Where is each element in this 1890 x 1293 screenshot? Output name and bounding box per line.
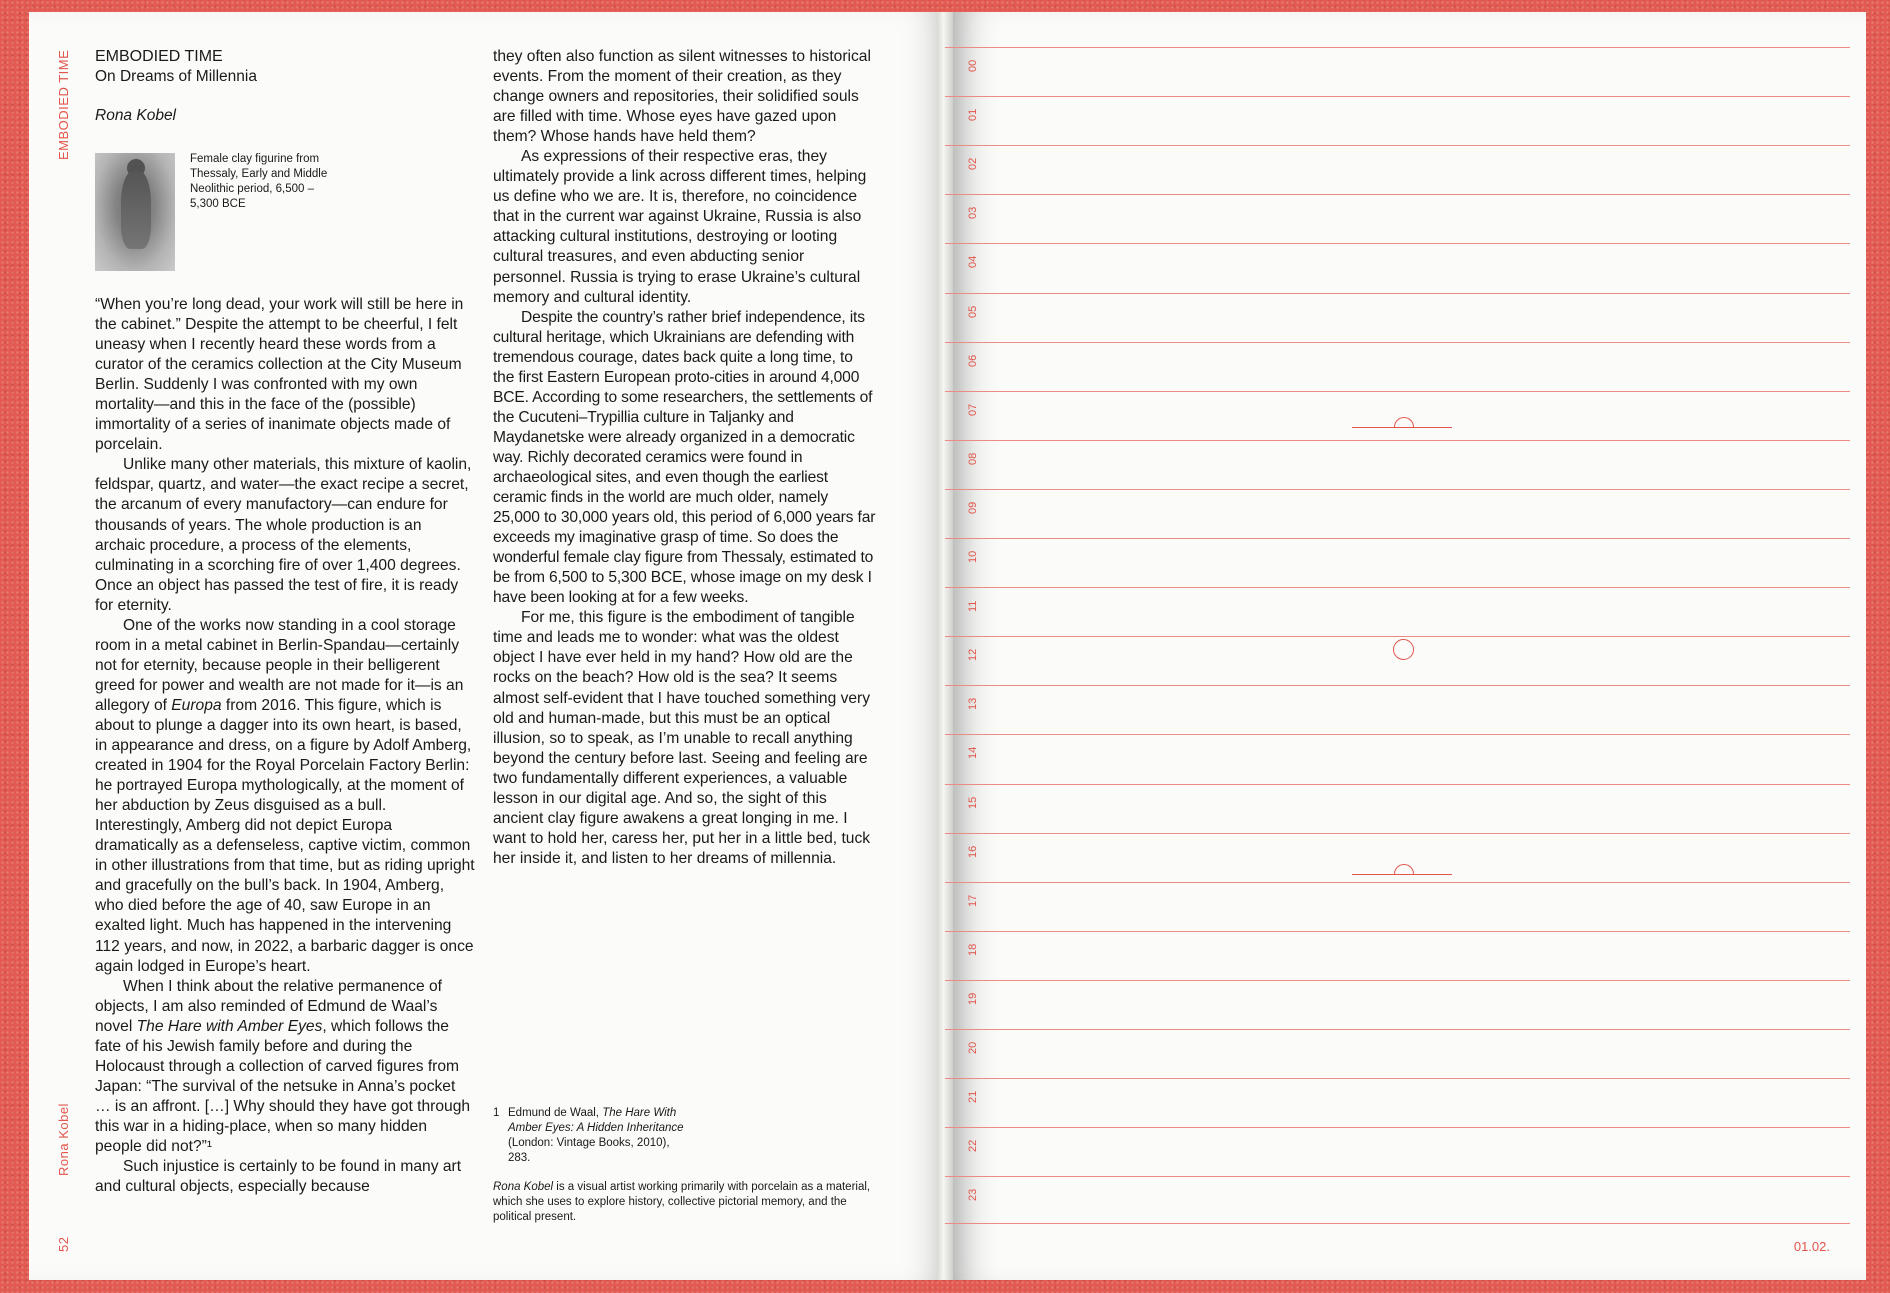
running-title: EMBODIED TIME	[56, 49, 71, 160]
hour-row	[945, 784, 1850, 834]
hour-number: 00	[967, 59, 979, 72]
moonset-icon	[1352, 874, 1452, 875]
moonrise-icon	[1352, 427, 1452, 428]
author-bio: Rona Kobel is a visual artist working primarily with porcelain as a material, which she uses to explore history, collective pictorial memory, and the political present.	[493, 1181, 871, 1223]
hour-number: 09	[967, 501, 979, 514]
hour-number: 20	[967, 1041, 979, 1054]
hour-row	[945, 587, 1850, 637]
paragraph: they often also function as silent witnesses to historical events. From the moment of their creation, as they change owners and repositories, their solidified souls are filled with time. Whose eyes have gazed upon them? Whose hands have held them?	[493, 48, 871, 146]
italic-europa: Europa	[171, 696, 222, 714]
hour-number: 23	[967, 1189, 979, 1202]
hour-row	[945, 685, 1850, 735]
paragraph: Despite the country’s rather brief independence, its cultural heritage, which Ukrainians are defending with tremendous courage, dates back quite a long time, to the first Eastern European proto-cities in around 4,000 BCE. According to some researchers, the settlements of the Cucuteni–Trypillia culture in Taljanky and Maydanetske were already organized in a democratic way. Richly decorated ceramics were found in archaeological sites, and even though the earliest ceramic finds in the world are much older, namely 25,000 to 30,000 years old, this period of 6,000 years far exceeds my imaginative grasp of time. So does the wonderful female clay figure from Thessaly, estimated to be from 6,500 to 5,300 BCE, whose image on my desk I have been looking at for a few weeks.	[493, 308, 876, 607]
hour-number: 06	[967, 354, 979, 367]
hour-number: 11	[967, 600, 979, 613]
hour-row	[945, 342, 1850, 392]
hour-number: 03	[967, 207, 979, 220]
hour-number: 13	[967, 698, 979, 711]
hour-grid-bottom-line	[945, 1223, 1850, 1224]
hour-number: 07	[967, 403, 979, 416]
hour-number: 08	[967, 452, 979, 465]
footnote-number: 1	[493, 1107, 500, 1119]
hour-row	[945, 145, 1850, 195]
page-number: 52	[56, 1236, 71, 1252]
footnote-book-title: The Hare With Amber Eyes: A Hidden Inheritance	[508, 1107, 684, 1134]
date-label: 01.02.	[1793, 1239, 1830, 1254]
article-title: EMBODIED TIME	[95, 48, 223, 65]
hour-number: 17	[967, 894, 979, 907]
hour-number: 19	[967, 992, 979, 1005]
hour-row	[945, 96, 1850, 146]
hour-number: 05	[967, 305, 979, 318]
full-moon-icon	[1393, 639, 1414, 660]
hour-number: 12	[967, 648, 979, 662]
hour-number: 01	[967, 108, 979, 122]
paragraph: “When you’re long dead, your work will still be here in the cabinet.” Despite the attempt to be cheerful, I felt uneasy when I recently heard these words from a curator of the ceramics collection at the City Museum Berlin. Suddenly I was confronted with my own mortality—and this in the face of the (possible) immortality of a series of inanimate objects made of porcelain.	[95, 296, 464, 454]
hour-row	[945, 538, 1850, 588]
paragraph: Unlike many other materials, this mixture of kaolin, feldspar, quartz, and water—the exact recipe a secret, the arcanum of every manufactory—can endure for thousands of years. The whole production is an archaic procedure, a process of the elements, culminating in a scorching fire of over 1,400 degrees. Once an object has passed the test of fire, it is ready for eternity.	[95, 456, 472, 614]
hour-number: 22	[967, 1139, 979, 1153]
hour-row	[945, 1029, 1850, 1079]
hour-row	[945, 1127, 1850, 1177]
paragraph: For me, this figure is the embodiment of tangible time and leads me to wonder: what was the oldest object I have ever held in my hand? How old are the rocks on the beach? How old is the sea? It seems almost self-evident that I have touched something very old and human-made, but this must be an optical illusion, so to speak, as I’m unable to recall anything beyond the century before last. Seeing and feeling are two fundamentally different experiences, a valuable lesson in our digital age. And so, the sight of this ancient clay figure awakens a great longing in me. I want to hold her, caress her, put her in a little bed, tuck her inside it, and listen to her dreams of millennia.	[493, 609, 871, 867]
hour-row	[945, 489, 1850, 539]
paragraph: When I think about the relative permanence of objects, I am also reminded of Edmund de Waal’s novel The Hare with Amber Eyes, which follows the fate of his Jewish family before and during the Holocaust through a collection of carved figures from Japan: “The survival of the netsuke in Anna’s pocket … is an affront. […] Why should they have got through this war in a hiding-place, when so many hidden people did not?”¹	[95, 977, 471, 1155]
italic-book-title: The Hare with Amber Eyes	[136, 1017, 323, 1035]
paragraph: Such injustice is certainly to be found in many art and cultural objects, especially because	[95, 1158, 462, 1196]
hour-row	[945, 1176, 1850, 1226]
hour-number: 21	[967, 1090, 979, 1104]
hour-row	[945, 833, 1850, 883]
text-column-2	[493, 47, 878, 869]
figurine-body-shape	[121, 171, 151, 249]
hour-row	[945, 194, 1850, 244]
paragraph: One of the works now standing in a cool storage room in a metal cabinet in Berlin-Spandau—certainly not for eternity, because people in their belligerent greed for power and wealth are not made for it—is an allegory of Europa from 2016. This figure, which is about to plunge a dagger into its own heart, is based, in appearance and dress, on a figure by Adolf Amberg, created in 1904 for the Royal Porcelain Factory Berlin: he portrayed Europa mythologically, at the moment of her abduction by Zeus disguised as a bull. Interestingly, Amberg did not depict Europa dramatically as a defenseless, captive victim, common in other illustrations from that time, but as riding upright and gracefully on the bull’s back. In 1904, Amberg, who died before the age of 40, saw Europe in an exalted light. Much has happened in the intervening 112 years, and now, in 2022, a barbaric dagger is once again lodged in Europe’s heart.	[95, 616, 475, 975]
footnote: 1 Edmund de Waal, The Hare With Amber Eyes: A Hidden Inheritance (London: Vintage Books, 2010), 283.	[493, 1107, 684, 1164]
hour-row	[945, 882, 1850, 932]
text-column-1	[95, 295, 475, 1197]
hour-number: 04	[967, 256, 979, 269]
hour-number: 18	[967, 943, 979, 956]
hour-number: 10	[967, 550, 979, 563]
article-author: Rona Kobel	[95, 107, 177, 124]
hour-number: 15	[967, 796, 979, 809]
article-subtitle: On Dreams of Millennia	[95, 68, 257, 85]
hour-number: 16	[967, 845, 979, 858]
hour-row	[945, 391, 1850, 441]
figure-caption: Female clay figurine from Thessaly, Early and Middle Neolithic period, 6,500 – 5,300 BCE	[190, 153, 328, 210]
clay-figurine-image	[95, 153, 175, 271]
hour-number: 02	[967, 157, 979, 171]
paragraph: As expressions of their respective eras, they ultimately provide a link across different times, helping us define who we are. It is, therefore, no coincidence that in the current war against Ukraine, Russia is also attacking cultural institutions, destroying or looting cultural treasures, and even abducting senior personnel. Russia is trying to erase Ukraine’s cultural memory and cultural identity.	[493, 148, 867, 306]
hour-row	[945, 980, 1850, 1030]
hour-row	[945, 734, 1850, 784]
hour-row	[945, 293, 1850, 343]
hour-row	[945, 47, 1850, 97]
hour-number: 14	[967, 747, 979, 760]
hour-row	[945, 931, 1850, 981]
hour-row	[945, 1078, 1850, 1128]
hour-row	[945, 243, 1850, 293]
hour-row	[945, 440, 1850, 490]
running-author: Rona Kobel	[56, 1103, 71, 1176]
